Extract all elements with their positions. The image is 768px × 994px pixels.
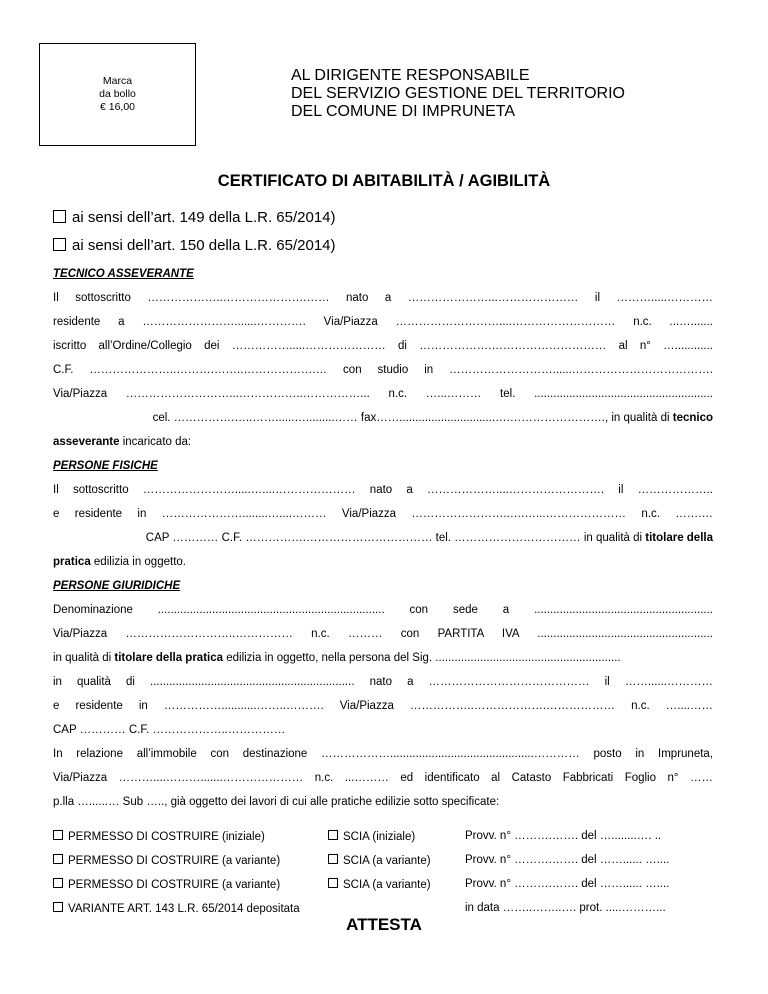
addressee-line-2: DEL SERVIZIO GESTIONE DEL TERRITORIO [291, 85, 625, 102]
giuridiche-line-1: Denominazione ....................................................................... con sede a ........................................................ [53, 604, 713, 616]
tecnico-line-5: Via/Piazza ………………………...……………..……………... n.c. …...……… tel. ........................................................ [53, 388, 713, 400]
option-art-149-label: ai sensi dell’art. 149 della L.R. 65/2014) [72, 209, 336, 226]
revenue-stamp-box [39, 43, 196, 146]
pratica-provv: Provv. n° ……….……. del ……...... ….... [465, 878, 670, 890]
stamp-line-1: Marca [102, 75, 133, 87]
tecnico-line-2: residente a …………………….......…………. Via/Piazza ………………………....……………………… n.c. ...…....... [53, 316, 713, 328]
giuridiche-line-3-bold: titolare della pratica [114, 652, 224, 664]
fisiche-line-4-text: edilizia in oggetto. [90, 556, 186, 568]
pratica-provv: Provv. n° ……….……. del ……...... ….... [465, 854, 670, 866]
tecnico-line-3: iscritto all’Ordine/Collegio dei …………….....………………… di ……………….………………………… al n° …............ [53, 340, 713, 352]
giuridiche-line-2: Via/Piazza ………………………..…………… n.c. ……… con PARTITA IVA ....................................................... [53, 628, 713, 640]
option-art-150-label: ai sensi dell’art. 150 della L.R. 65/2014) [72, 237, 336, 254]
pratica-permesso-option[interactable] [53, 878, 280, 891]
addressee-line-3: DEL COMUNE DI IMPRUNETA [291, 103, 516, 120]
checkbox-scia-variante-1[interactable] [328, 854, 338, 864]
fisiche-line-4 [53, 556, 713, 568]
checkbox-permesso-variante-2[interactable] [53, 878, 63, 888]
pratica-permesso-label: PERMESSO DI COSTRUIRE (a variante) [68, 855, 281, 867]
giuridiche-line-6: CAP ………… C.F. ………………..…………… [53, 724, 286, 736]
giuridiche-line-4: in qualità di ................................................................ nato a …………………………………… il ……......………… [53, 676, 713, 688]
checkbox-variante-143[interactable] [53, 902, 63, 912]
variante-option[interactable] [53, 902, 300, 915]
tecnico-line-6 [53, 412, 713, 424]
fisiche-line-1: Il sottoscritto …………………….....…....………………… nato a ………………....……………………. il ……………….. [53, 484, 713, 496]
stamp-line-2: da bollo [99, 88, 136, 100]
checkbox-scia-variante-2[interactable] [328, 878, 338, 888]
tecnico-line-7-bold: asseverante [53, 436, 120, 448]
option-art-149[interactable] [53, 209, 336, 226]
document-title: CERTIFICATO DI ABITABILITÀ / AGIBILITÀ [217, 172, 551, 190]
pratica-scia-label: SCIA (a variante) [343, 879, 431, 891]
fisiche-line-3 [53, 532, 713, 544]
addressee-block [291, 67, 625, 121]
tecnico-line-7-text: incaricato da: [119, 436, 192, 448]
fisiche-line-2: e residente in …………………........…....……… Via/Piazza ……………………..….…...………………… n.c. …….… [53, 508, 713, 520]
pratica-scia-label: SCIA (a variante) [343, 855, 431, 867]
fisiche-line-4-bold: pratica [53, 556, 91, 568]
giuridiche-line-5: e residente in ……………...........……..………. Via/Piazza ……………..……………….……………… n.c. …....…… [53, 700, 713, 712]
attesta-heading: ATTESTA [346, 915, 422, 934]
pratica-scia-label: SCIA (iniziale) [343, 831, 416, 843]
section-tecnico-heading: TECNICO ASSEVERANTE [53, 268, 194, 280]
tecnico-line-6-text: cel. …………….…..……......….........…… fax……..............................….……………………., in qualità di [152, 412, 673, 424]
pratica-permesso-option[interactable] [53, 830, 265, 843]
fisiche-line-3-bold: titolare della [645, 532, 713, 544]
checkbox-permesso-iniziale[interactable] [53, 830, 63, 840]
checkbox-art-150[interactable] [53, 238, 66, 251]
immobile-line-2: Via/Piazza ………....……….......………………… n.c. ...……… ed identificato al Catasto Fabbricati Foglio n° …… [53, 772, 713, 784]
checkbox-art-149[interactable] [53, 210, 66, 223]
option-art-150[interactable] [53, 237, 336, 254]
tecnico-line-4: C.F. …………………..……….……..……………….… con studio in ………………………......………………………………. [53, 364, 713, 376]
giuridiche-line-3 [53, 652, 713, 664]
fisiche-line-3-text: CAP ………… C.F. …………….…………………………… tel. …………………………… in qualità di [145, 532, 646, 544]
section-giuridiche-heading: PERSONE GIURIDICHE [53, 580, 181, 592]
giuridiche-line-3-text-a: in qualità di [53, 652, 115, 664]
variante-data-prot: in data ……..……..…. prot. .....………... [465, 902, 666, 914]
variante-label: VARIANTE ART. 143 L.R. 65/2014 depositata [68, 903, 300, 915]
pratica-provv: Provv. n° ……….……. del …........…. .. [465, 830, 662, 842]
stamp-line-3: € 16,00 [99, 101, 136, 113]
section-fisiche-heading: PERSONE FISICHE [53, 460, 158, 472]
tecnico-line-6-bold: tecnico [672, 412, 713, 424]
checkbox-permesso-variante-1[interactable] [53, 854, 63, 864]
giuridiche-line-3-text-b: edilizia in oggetto, nella persona del Sig. .......................................................... [223, 652, 621, 664]
immobile-line-3: p.lla …......… Sub ….., già oggetto dei lavori di cui alle pratiche edilizie sotto specificate: [53, 796, 500, 808]
pratica-permesso-option[interactable] [53, 854, 280, 867]
immobile-line-1: In relazione all’immobile con destinazione ……………….............................................………… posto in Impruneta, [53, 748, 713, 760]
pratica-scia-option[interactable] [328, 830, 415, 843]
pratica-scia-option[interactable] [328, 854, 431, 867]
pratica-permesso-label: PERMESSO DI COSTRUIRE (a variante) [68, 879, 281, 891]
addressee-line-1: AL DIRIGENTE RESPONSABILE [291, 67, 530, 84]
checkbox-scia-iniziale[interactable] [328, 830, 338, 840]
pratica-permesso-label: PERMESSO DI COSTRUIRE (iniziale) [68, 831, 265, 843]
tecnico-line-7 [53, 436, 713, 448]
tecnico-line-1: Il sottoscritto ………………..………………….…… nato a …………………...………………… il ……….....………… [53, 292, 713, 304]
pratica-scia-option[interactable] [328, 878, 431, 891]
